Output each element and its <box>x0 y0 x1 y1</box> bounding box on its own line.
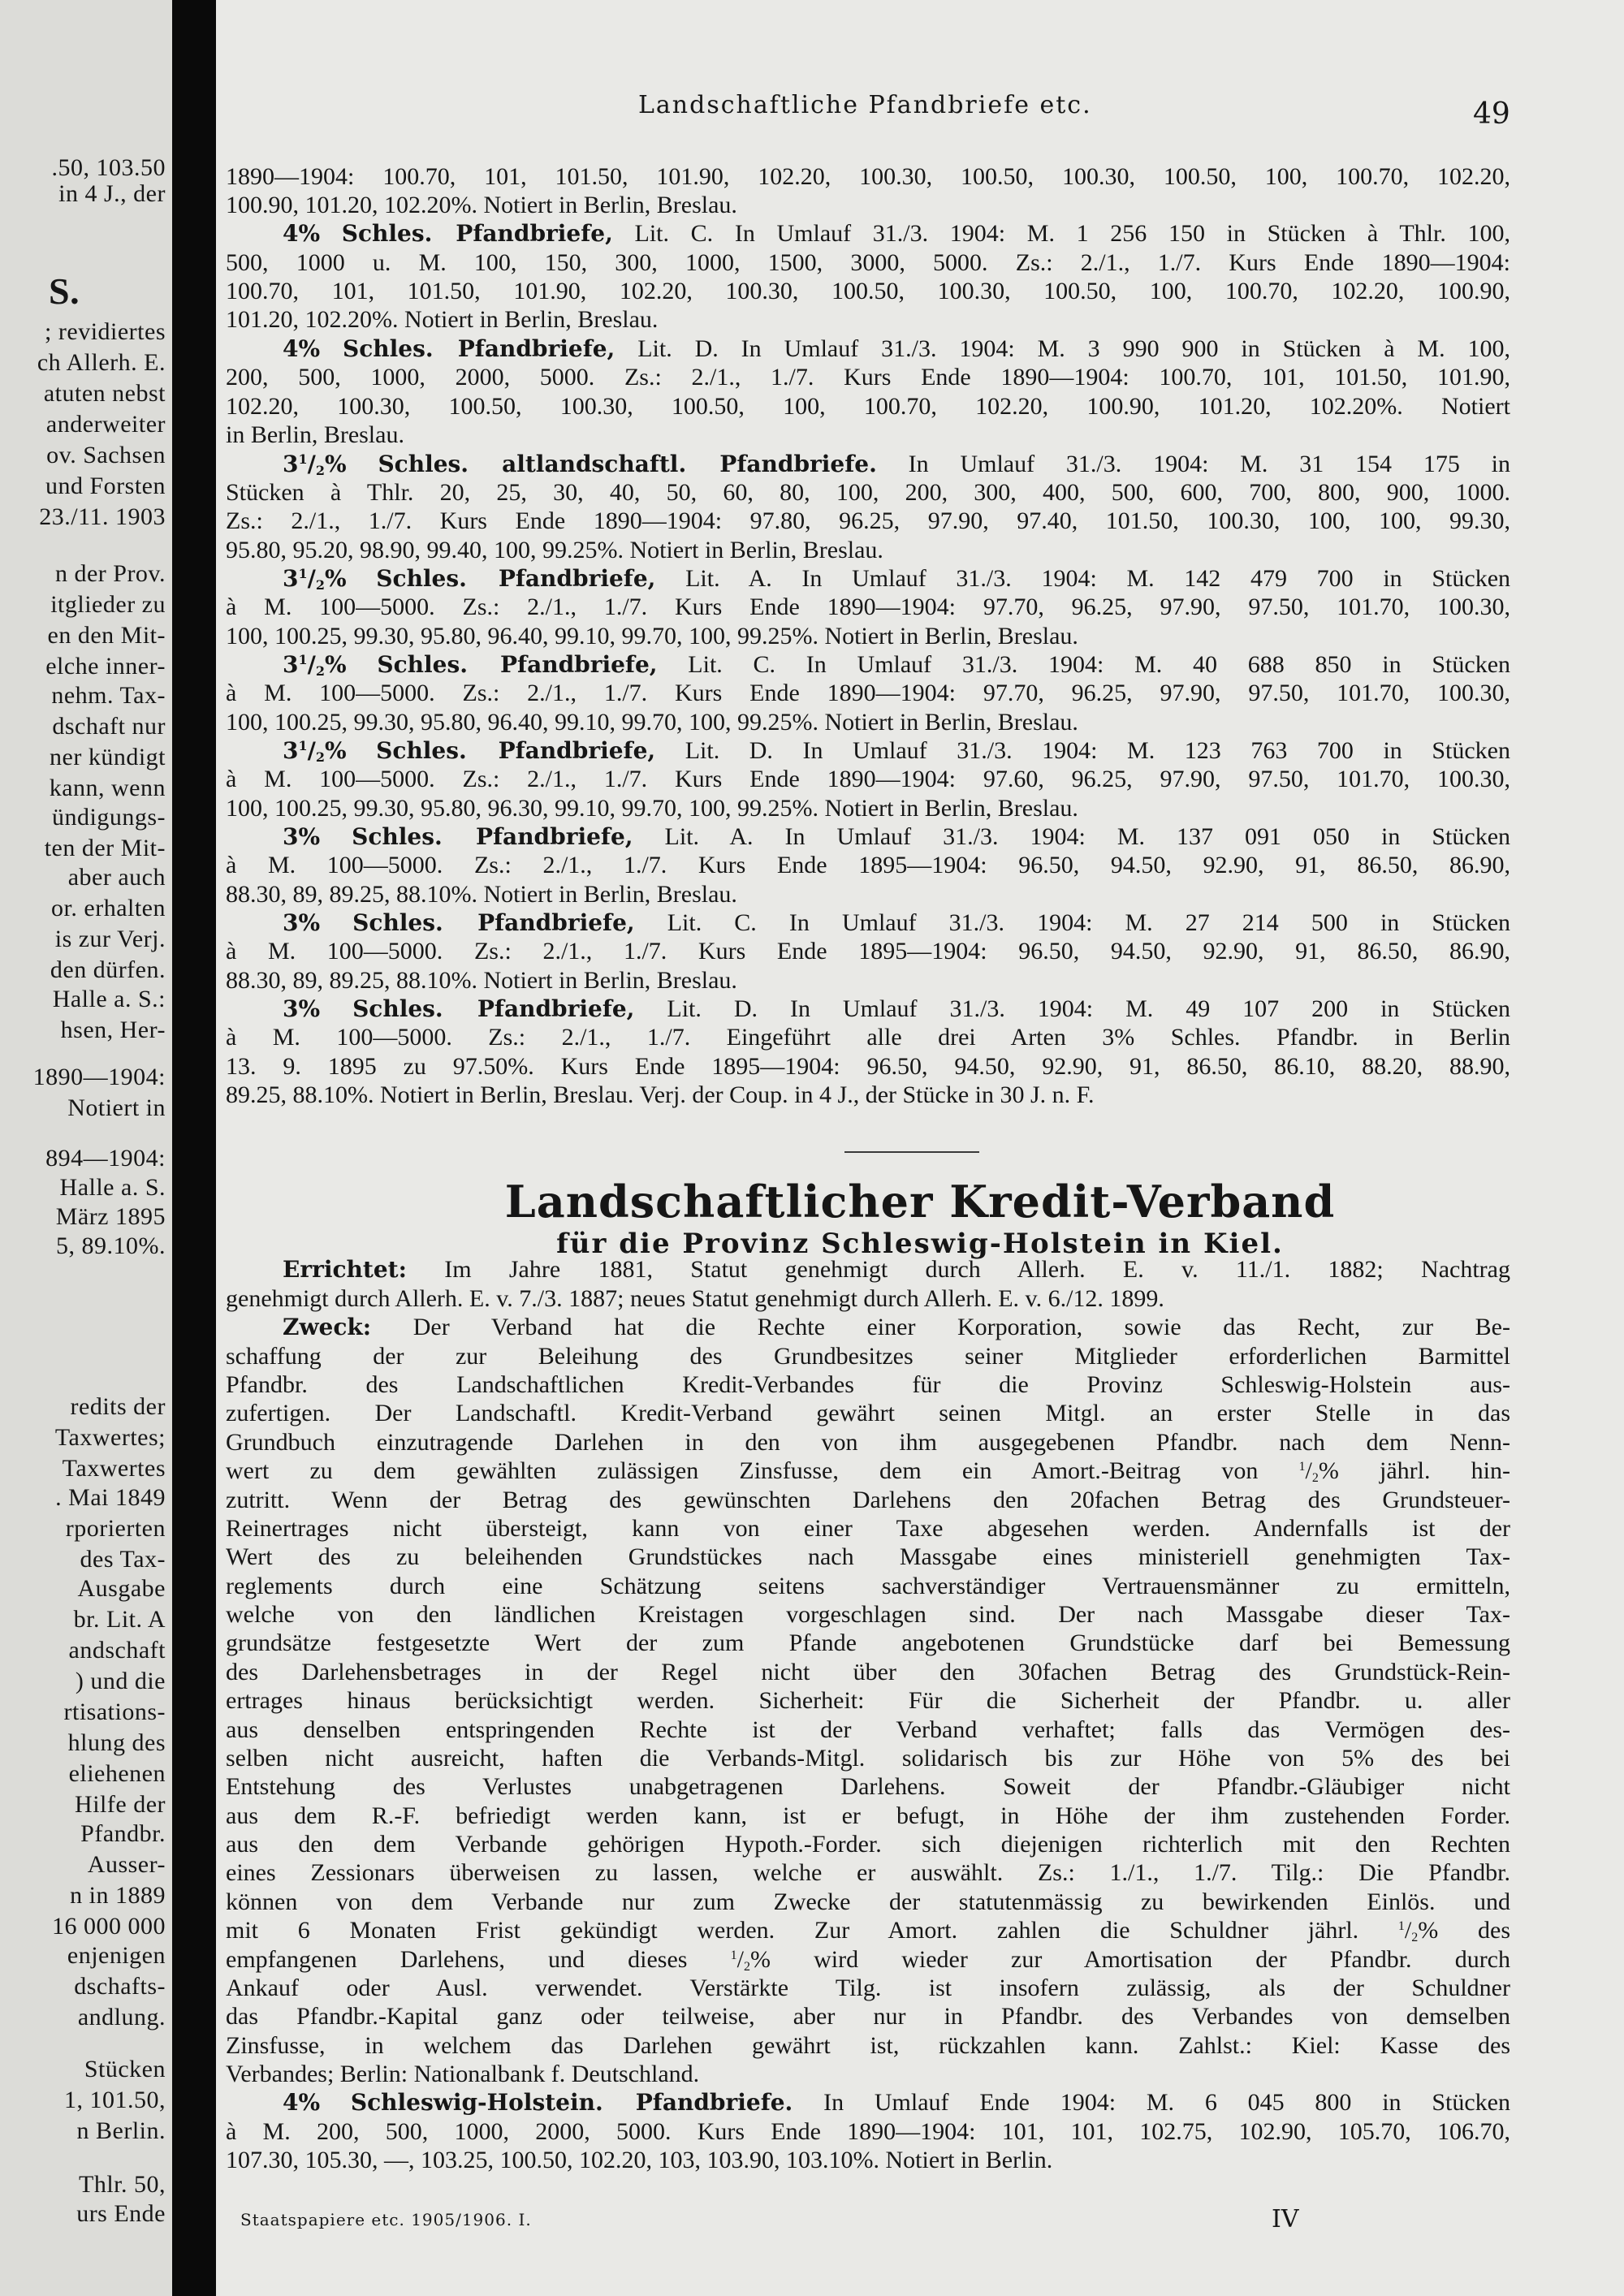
text-line: aus den dem Verbande gehörigen Hypoth.-Forder. sich diejenigen richterlich mit den Rechten <box>226 1831 1510 1858</box>
left-page-text-fragment: itglieder zu <box>50 591 166 618</box>
left-page-text-fragment: März 1895 <box>55 1203 166 1230</box>
text-line: Entstehung des Verlustes unabgetragenen Darlehens. Soweit der Pfandbr.-Gläubiger nicht <box>226 1773 1510 1800</box>
text-line: reglements durch eine Schätzung seitens sachverständiger Vertrauensmänner zu ermitteln, <box>226 1573 1510 1599</box>
left-page-text-fragment: . Mai 1849 <box>55 1484 166 1511</box>
left-page-text-fragment: Pfandbr. <box>80 1820 166 1847</box>
left-page-text-fragment: 23./11. 1903 <box>39 503 166 530</box>
left-page-text-fragment: anderweiter <box>45 411 166 438</box>
left-page-text-fragment: kann, wenn <box>49 775 166 801</box>
text-line: das Pfandbr.-Kapital ganz oder teilweise, aber nur in Pfandbr. des Verbandes von demselben <box>226 2003 1510 2030</box>
text-line: Grundbuch einzutragende Darlehen in den von ihm ausgegebenen Pfandbr. nach dem Nenn- <box>226 1429 1510 1456</box>
text-line: Wert des zu beleihenden Grundstückes nach Massgabe eines ministeriell genehmigten Tax- <box>226 1543 1510 1570</box>
left-page-text-fragment: n in 1889 <box>70 1882 166 1909</box>
text-line: 4% Schles. Pfandbriefe, Lit. C. In Umlauf 31./3. 1904: M. 1 256 150 in Stücken à Thlr. 100, <box>283 220 1511 247</box>
text-line: grundsätze festgesetzte Wert der zum Pfande angebotenen Grundstücke darf bei Bemessung <box>226 1629 1510 1656</box>
text-line: Errichtet: Im Jahre 1881, Statut genehmigt durch Allerh. E. v. 11./1. 1882; Nachtrag <box>283 1256 1510 1283</box>
text-line: 100, 100.25, 99.30, 95.80, 96.40, 99.10, 99.70, 100, 99.25%. Notiert in Berlin, Breslau. <box>226 709 1078 736</box>
text-line: à M. 200, 500, 1000, 2000, 5000. Kurs Ende 1890—1904: 101, 101, 102.75, 102.90, 105.70, 106.70, <box>226 2118 1510 2145</box>
left-page-text-fragment: rtisations- <box>63 1698 166 1725</box>
left-page-text-fragment: Hilfe der <box>75 1791 166 1818</box>
left-page-text-fragment: Taxwertes <box>62 1455 166 1482</box>
text-line: 95.80, 95.20, 98.90, 99.40, 100, 99.25%. Notiert in Berlin, Breslau. <box>226 537 883 563</box>
text-line: 1890—1904: 100.70, 101, 101.50, 101.90, 102.20, 100.30, 100.50, 100.30, 100.50, 100, 100.70, 102.20, <box>226 163 1510 190</box>
left-page-text-fragment: atuten nebst <box>43 380 166 407</box>
text-line: à M. 100—5000. Zs.: 2./1., 1./7. Kurs Ende 1890—1904: 97.70, 96.25, 97.90, 97.50, 101.70, 100.30, <box>226 680 1510 706</box>
left-page-text-fragment: und Forsten <box>45 473 166 499</box>
text-line: 200, 500, 1000, 2000, 5000. Zs.: 2./1., 1./7. Kurs Ende 1890—1904: 100.70, 101, 101.50, 101.90, <box>226 364 1510 391</box>
text-line: 3% Schles. Pfandbriefe, Lit. C. In Umlauf 31./3. 1904: M. 27 214 500 in Stücken <box>283 909 1511 936</box>
text-line: $3^1/_2\%$ Schles. altlandschaftl. Pfandbriefe. In Umlauf 31./3. 1904: M. 31 154 175 in <box>283 451 1511 478</box>
left-page-text-fragment: ch Allerh. E. <box>37 349 166 376</box>
text-line: $3^1/_2\%$ Schles. Pfandbriefe, Lit. D. In Umlauf 31./3. 1904: M. 123 763 700 in Stücken <box>283 737 1510 765</box>
left-page-text-fragment: des Tax- <box>80 1546 166 1573</box>
left-page-text-fragment: ; revidiertes <box>45 318 166 345</box>
left-page-text-fragment: ) und die <box>75 1668 166 1694</box>
text-line: 500, 1000 u. M. 100, 150, 300, 1000, 1500, 3000, 5000. Zs.: 2./1., 1./7. Kurs Ende 1890—1904: <box>226 249 1510 276</box>
text-line: à M. 100—5000. Zs.: 2./1., 1./7. Eingeführt alle drei Arten 3% Schles. Pfandbr. in Berlin <box>226 1024 1510 1051</box>
text-line: à M. 100—5000. Zs.: 2./1., 1./7. Kurs Ende 1895—1904: 96.50, 94.50, 92.90, 91, 86.50, 86.90, <box>226 938 1510 965</box>
document-page <box>216 0 1624 2296</box>
text-line: 100, 100.25, 99.30, 95.80, 96.40, 99.10, 99.70, 100, 99.25%. Notiert in Berlin, Breslau. <box>226 623 1078 650</box>
text-line: $3^1/_2\%$ Schles. Pfandbriefe, Lit. A. In Umlauf 31./3. 1904: M. 142 479 700 in Stücken <box>283 565 1511 593</box>
text-line: 100.70, 101, 101.50, 101.90, 102.20, 100.30, 100.50, 100.30, 100.50, 100, 100.70, 102.20, 100.90, <box>226 278 1510 304</box>
text-line: aus denselben entspringenden Rechte ist der Verband verhaftet; falls das Vermögen des- <box>226 1716 1510 1743</box>
left-page-text-fragment: urs Ende <box>76 2200 166 2227</box>
text-line: 88.30, 89, 89.25, 88.10%. Notiert in Berlin, Breslau. <box>226 967 737 994</box>
text-line: Zweck: Der Verband hat die Rechte einer Korporation, sowie das Recht, zur Be- <box>283 1314 1510 1340</box>
text-line: Pfandbr. des Landschaftlichen Kredit-Verbandes für die Provinz Schleswig-Holstein aus- <box>226 1371 1510 1398</box>
left-page-text-fragment: aber auch <box>67 864 166 891</box>
text-line: Zs.: 2./1., 1./7. Kurs Ende 1890—1904: 97.80, 96.25, 97.90, 97.40, 101.50, 100.30, 100, 100, 99.30, <box>226 507 1510 534</box>
left-page-text-fragment: dschaft nur <box>52 713 166 740</box>
text-line: 4% Schleswig-Holstein. Pfandbriefe. In Umlauf Ende 1904: M. 6 045 800 in Stücken <box>283 2089 1510 2116</box>
left-page-text-fragment: Notiert in <box>67 1094 166 1121</box>
text-line: à M. 100—5000. Zs.: 2./1., 1./7. Kurs Ende 1890—1904: 97.70, 96.25, 97.90, 97.50, 101.70, 100.30, <box>226 593 1510 620</box>
text-line: Ankauf oder Ausl. verwendet. Verstärkte Tilg. ist insofern zulässig, als der Schuldner <box>226 1974 1510 2001</box>
text-line: ertrages hinaus berücksichtigt werden. Sicherheit: Für die Sicherheit der Pfandbr. u. aller <box>226 1687 1510 1714</box>
left-page-text-fragment: enjenigen <box>67 1942 166 1969</box>
left-page-text-fragment: Halle a. S.: <box>52 986 166 1012</box>
text-line: genehmigt durch Allerh. E. v. 7./3. 1887; neues Statut genehmigt durch Allerh. E. v. 6./12. 1899. <box>226 1285 1164 1312</box>
left-page-text-fragment: n Berlin. <box>76 2117 166 2144</box>
text-line: 4% Schles. Pfandbriefe, Lit. D. In Umlauf 31./3. 1904: M. 3 990 900 in Stücken à M. 100, <box>283 335 1510 362</box>
text-line: empfangenen Darlehens, und dieses $^1/_2\%$ wird wieder zur Amortisation der Pfandbr. durch <box>226 1946 1510 1974</box>
left-page-text-fragment: den dürfen. <box>50 956 166 983</box>
left-page-text-fragment: 1, 101.50, <box>64 2087 166 2113</box>
text-line: 88.30, 89, 89.25, 88.10%. Notiert in Berlin, Breslau. <box>226 881 737 908</box>
text-line: à M. 100—5000. Zs.: 2./1., 1./7. Kurs Ende 1890—1904: 97.60, 96.25, 97.90, 97.50, 101.70, 100.30, <box>226 766 1510 792</box>
left-page-text-fragment: 5, 89.10%. <box>56 1232 166 1259</box>
text-line: Verbandes; Berlin: Nationalbank f. Deutschland. <box>226 2061 700 2087</box>
left-page-text-fragment: in 4 J., der <box>58 180 166 207</box>
text-line: zutritt. Wenn der Betrag des gewünschten Darlehens den 20fachen Betrag des Grundsteuer- <box>226 1487 1510 1513</box>
text-line: aus dem R.-F. befriedigt werden kann, ist er befugt, in Höhe der ihm zustehenden Forder. <box>226 1802 1510 1829</box>
left-page-text-fragment: Thlr. 50, <box>79 2171 166 2198</box>
text-line: 107.30, 105.30, —, 103.25, 100.50, 102.20, 103, 103.90, 103.10%. Notiert in Berlin. <box>226 2147 1053 2173</box>
left-page-text-fragment: eliehenen <box>68 1760 166 1787</box>
adjacent-page-fragment <box>0 0 172 2296</box>
text-line: zufertigen. Der Landschaftl. Kredit-Verband gewährt seinen Mitgl. an erster Stelle in das <box>226 1400 1510 1426</box>
left-page-text-fragment: Ausser- <box>87 1851 166 1878</box>
left-page-text-fragment: Ausgabe <box>77 1575 166 1602</box>
left-page-text-fragment: nehm. Tax- <box>51 682 166 709</box>
text-line: mit 6 Monaten Frist gekündigt werden. Zur Amort. zahlen die Schuldner jährl. $^1/_2\%$ des <box>226 1917 1510 1944</box>
left-page-text-fragment: hsen, Her- <box>60 1016 166 1043</box>
left-page-text-fragment: .50, 103.50 <box>51 154 166 181</box>
left-page-text-fragment: Halle a. S. <box>59 1174 166 1201</box>
text-line: 13. 9. 1895 zu 97.50%. Kurs Ende 1895—1904: 96.50, 94.50, 92.90, 91, 86.50, 86.10, 88.20, 88.90, <box>226 1053 1510 1080</box>
left-page-text-fragment: Taxwertes; <box>54 1424 166 1451</box>
left-page-text-fragment: S. <box>49 270 80 312</box>
left-page-text-fragment: rporierten <box>65 1515 166 1542</box>
text-line: 100, 100.25, 99.30, 95.80, 96.30, 99.10, 99.70, 100, 99.25%. Notiert in Berlin, Breslau. <box>226 795 1078 822</box>
left-page-text-fragment: ner kündigt <box>50 744 166 770</box>
left-page-text-fragment: andlung. <box>77 2004 166 2031</box>
text-line: in Berlin, Breslau. <box>226 421 404 448</box>
footer-sheet-number: IV <box>1272 2205 1299 2233</box>
left-page-text-fragment: or. erhalten <box>51 895 166 921</box>
left-page-text-fragment: n der Prov. <box>54 560 166 587</box>
left-page-text-fragment: Stücken <box>84 2056 166 2082</box>
text-line: 89.25, 88.10%. Notiert in Berlin, Breslau. Verj. der Coup. in 4 J., der Stücke in 30 J. n. F. <box>226 1081 1095 1108</box>
text-line: selben nicht ausreicht, haften die Verbands-Mitgl. solidarisch bis zur Höhe von 5% des bei <box>226 1745 1510 1772</box>
running-head: Landschaftliche Pfandbriefe etc. <box>638 91 1092 119</box>
text-line: welche von den ländlichen Kreistagen vorgeschlagen sind. Der nach Massgabe dieser Tax- <box>226 1601 1510 1628</box>
left-page-text-fragment: dschafts- <box>74 1973 166 2000</box>
left-page-text-fragment: 1890—1904: <box>32 1064 166 1090</box>
text-line: können von dem Verbande nur zum Zwecke der statutenmässig zu bewirkenden Einlös. und <box>226 1888 1510 1915</box>
text-line: à M. 100—5000. Zs.: 2./1., 1./7. Kurs Ende 1895—1904: 96.50, 94.50, 92.90, 91, 86.50, 86.90, <box>226 852 1510 878</box>
text-line: Stücken à Thlr. 20, 25, 30, 40, 50, 60, 80, 100, 200, 300, 400, 500, 600, 700, 800, 900, 1000. <box>226 479 1510 506</box>
left-page-text-fragment: 894—1904: <box>45 1145 166 1172</box>
text-line: Zinsfusse, in welchem das Darlehen gewährt ist, rückzahlen kann. Zahlst.: Kiel: Kasse des <box>226 2032 1510 2059</box>
book-spine-shadow <box>172 0 216 2296</box>
section-separator-rule <box>844 1151 979 1153</box>
left-page-text-fragment: 16 000 000 <box>52 1913 166 1940</box>
left-page-text-fragment: ten der Mit- <box>44 835 166 861</box>
left-page-text-fragment: en den Mit- <box>47 622 166 649</box>
text-line: 3% Schles. Pfandbriefe, Lit. D. In Umlauf 31./3. 1904: M. 49 107 200 in Stücken <box>283 995 1511 1022</box>
text-line: 102.20, 100.30, 100.50, 100.30, 100.50, 100, 100.70, 102.20, 100.90, 101.20, 102.20%. Notiert <box>226 393 1510 420</box>
footer-signature: Staatspapiere etc. 1905/1906. I. <box>240 2210 532 2229</box>
text-line: $3^1/_2\%$ Schles. Pfandbriefe, Lit. C. In Umlauf 31./3. 1904: M. 40 688 850 in Stücken <box>283 651 1511 679</box>
left-page-text-fragment: is zur Verj. <box>54 926 166 952</box>
left-page-text-fragment: ov. Sachsen <box>46 442 166 468</box>
left-page-text-fragment: ündigungs- <box>52 804 166 831</box>
text-line: 100.90, 101.20, 102.20%. Notiert in Berlin, Breslau. <box>226 192 737 218</box>
left-page-text-fragment: elche inner- <box>45 653 166 680</box>
text-line: des Darlehensbetrages in der Regel nicht über den 30fachen Betrag des Grundstück-Rein- <box>226 1659 1510 1685</box>
text-line: 3% Schles. Pfandbriefe, Lit. A. In Umlauf 31./3. 1904: M. 137 091 050 in Stücken <box>283 823 1511 850</box>
text-line: eines Zessionars überweisen zu lassen, welche er auswählt. Zs.: 1./1., 1./7. Tilg.: Die Pfandbr. <box>226 1859 1510 1886</box>
text-line: schaffung der zur Beleihung des Grundbesitzes seiner Mitglieder erforderlichen Barmittel <box>226 1343 1510 1370</box>
text-line: 101.20, 102.20%. Notiert in Berlin, Breslau. <box>226 306 659 333</box>
section-subtitle: für die Provinz Schleswig-Holstein in Kiel. <box>556 1228 1284 1260</box>
text-line: Reinertrages nicht übersteigt, kann von einer Taxe abgesehen werden. Andernfalls ist der <box>226 1515 1510 1542</box>
left-page-text-fragment: andschaft <box>68 1637 166 1664</box>
left-page-text-fragment: redits der <box>70 1393 166 1420</box>
left-page-text-fragment: hlung des <box>67 1729 166 1756</box>
text-line: wert zu dem gewählten zulässigen Zinsfusse, dem ein Amort.-Beitrag von $^1/_2\%$ jährl. hin- <box>226 1457 1510 1485</box>
page-number: 49 <box>1473 97 1510 131</box>
section-title: Landschaftlicher Kredit-Verband <box>504 1176 1336 1228</box>
left-page-text-fragment: br. Lit. A <box>73 1606 166 1633</box>
